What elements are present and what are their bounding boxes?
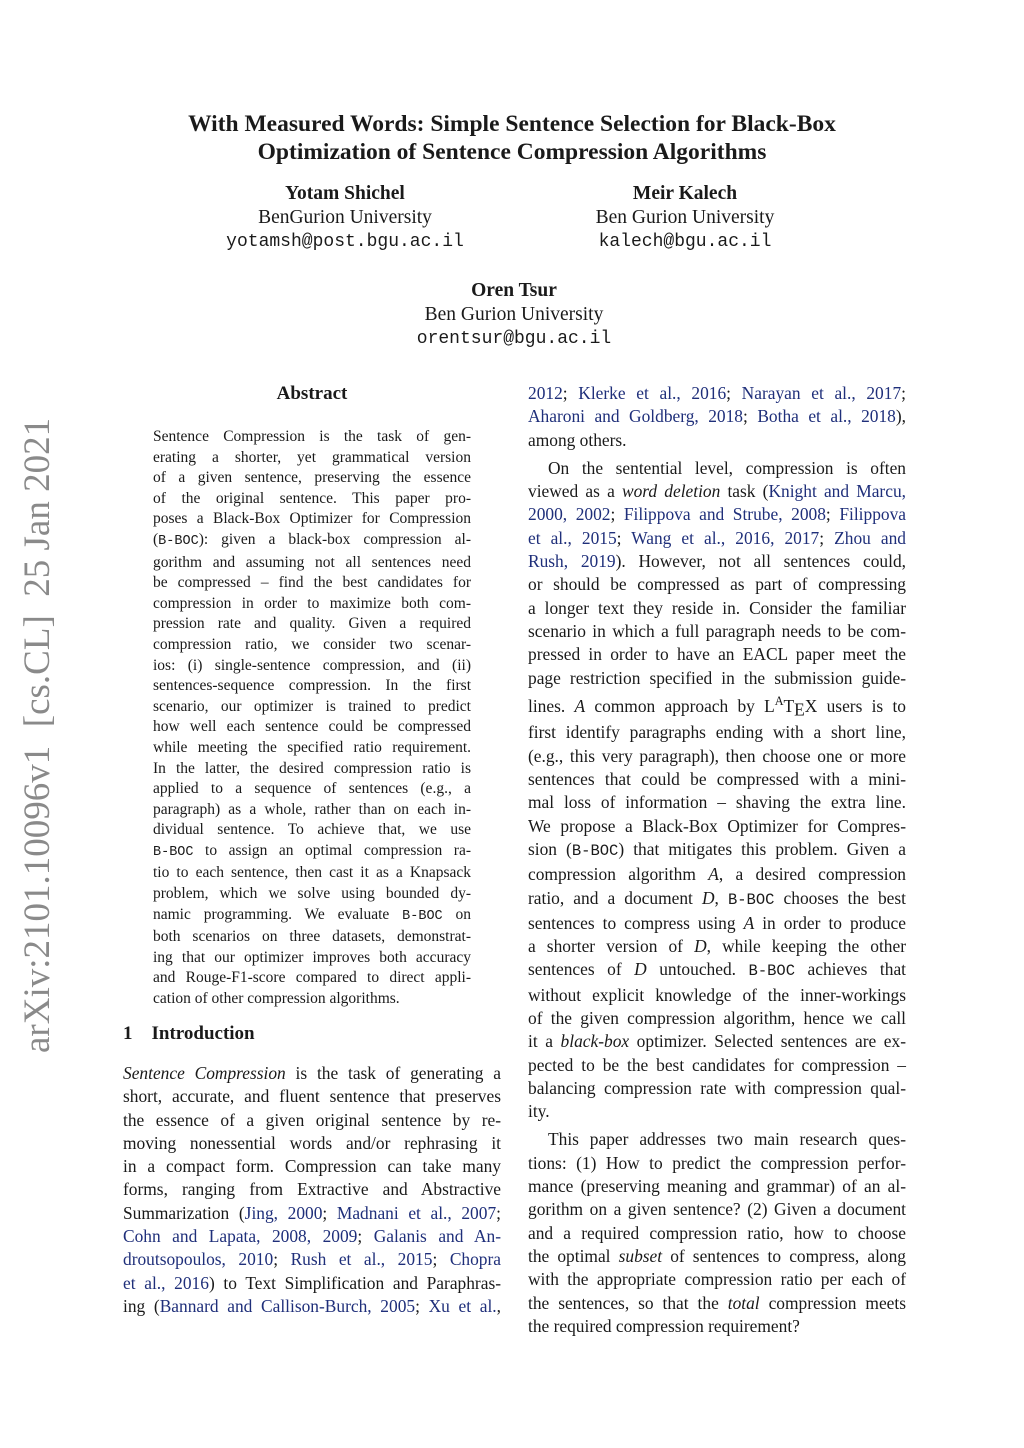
text-line: balancing compression rate with compression qual- <box>528 1077 906 1098</box>
text-line: while meeting the specified ratio requirement. <box>153 738 471 756</box>
text-line: In the latter, the desired compression ratio is <box>153 759 471 777</box>
text-line: gorithm and assuming not all sentences need <box>153 553 471 571</box>
text-line: paragraph) as a whole, rather than on each in- <box>153 800 471 818</box>
text-line: how well each sentence could be compressed <box>153 718 471 736</box>
text-line: ios: (i) single-sentence compression, and (ii) <box>153 656 471 674</box>
text-line: ing that our optimizer improves both accuracy <box>153 948 471 966</box>
text-line: pression rate and quality. Given a required <box>153 615 471 633</box>
intro-right-column <box>528 382 906 1338</box>
text-line: problem, which we solve using bounded dy- <box>153 885 471 903</box>
text-line: the sentences, so that the total compression meets <box>528 1292 906 1313</box>
text-line: We propose a Black-Box Optimizer for Compres- <box>528 815 906 836</box>
author-name: Yotam Shichel <box>285 183 405 204</box>
author-affiliation: BenGurion University <box>258 207 432 228</box>
text-line: both scenarios on three datasets, demonstrat- <box>153 928 471 946</box>
paper-title <box>100 110 924 166</box>
text-line: namic programming. We evaluate B-BOC on <box>153 905 472 924</box>
text-line: pected to be the best candidates for compression – <box>528 1054 906 1075</box>
text-line: dividual sentence. To achieve that, we use <box>153 821 471 839</box>
text-line: the required compression requirement? <box>528 1315 800 1336</box>
abstract-body <box>153 427 471 1010</box>
text-line: of the original sentence. This paper pro- <box>153 489 471 507</box>
text-line: et al., 2016) to Text Simplification and Paraphras- <box>123 1272 501 1293</box>
title-line-2: Optimization of Sentence Compression Algorithms <box>257 139 767 165</box>
text-line: moving nonessential words and/or rephrasing it <box>123 1132 501 1153</box>
author-affiliation: Ben Gurion University <box>424 304 604 325</box>
text-line: with the appropriate compression ratio per each of <box>528 1269 906 1290</box>
text-line: forms, ranging from Extractive and Abstractive <box>123 1179 501 1200</box>
text-line: the optimal subset of sentences to compress, along <box>528 1245 906 1266</box>
text-line: ity. <box>528 1101 550 1122</box>
author-email[interactable]: orentsur@bgu.ac.il <box>416 329 612 349</box>
text-line: cation of other compression algorithms. <box>153 990 400 1008</box>
text-line: short, accurate, and fluent sentence that preserves <box>123 1086 501 1107</box>
text-line: Cohn and Lapata, 2008, 2009; Galanis and An- <box>123 1226 502 1247</box>
text-line: sentences to compress using A in order to produce <box>528 912 906 933</box>
text-line: droutsopoulos, 2010; Rush et al., 2015; Chopra <box>123 1249 502 1270</box>
text-line: among others. <box>528 429 627 450</box>
text-line: mance (preserving meaning and grammar) of an al- <box>528 1176 906 1197</box>
author-email[interactable]: yotamsh@post.bgu.ac.il <box>226 232 464 252</box>
text-line: it a black-box optimizer. Selected sentences are ex- <box>528 1031 906 1052</box>
text-line: 2012; Klerke et al., 2016; Narayan et al., 2017; <box>528 383 906 403</box>
text-line: Aharoni and Goldberg, 2018; Botha et al., 2018), <box>528 406 906 427</box>
text-line: a longer text they reside in. Consider the familiar <box>528 597 906 618</box>
text-line: Rush, 2019). However, not all sentences could, <box>528 551 906 572</box>
text-line: or should be compressed as part of compressing <box>528 574 906 595</box>
text-line: and a required compression ratio, how to choose <box>528 1222 906 1243</box>
text-line: Sentence Compression is the task of gen- <box>153 428 471 445</box>
text-line: 2000, 2002; Filippova and Strube, 2008; Filippova <box>528 504 906 525</box>
text-line: mal loss of information – shaving the extra line. <box>528 792 906 813</box>
text-line: page restriction specified in the submission guide- <box>528 667 906 688</box>
text-line: On the sentential level, compression is often <box>548 457 906 478</box>
text-line: (B-BOC): given a black-box compression al- <box>153 530 471 549</box>
text-line: first identify paragraphs ending with a short line, <box>528 722 906 743</box>
text-line: B-BOC to assign an optimal compression ra- <box>153 841 471 860</box>
text-line: ratio, and a document D, B-BOC chooses the best <box>528 887 906 909</box>
section-heading-introduction <box>123 1023 255 1045</box>
author-affiliation: Ben Gurion University <box>595 207 775 228</box>
title-line-1: With Measured Words: Simple Sentence Selection for Black-Box <box>188 111 836 137</box>
text-line: poses a Black-Box Optimizer for Compression <box>153 510 471 528</box>
text-line: applied to a sequence of sentences (e.g., a <box>153 780 471 798</box>
text-line: sentences of D untouched. B-BOC achieves that <box>528 959 906 981</box>
text-line: and Rouge-F1-score compared to direct appli- <box>153 969 471 987</box>
author-name: Oren Tsur <box>471 280 557 301</box>
abstract-heading: Abstract <box>276 383 348 404</box>
arxiv-date: 25 Jan 2021 <box>17 417 58 597</box>
text-line: viewed as a word deletion task (Knight and Marcu, <box>528 481 906 502</box>
text-line: of a given sentence, preserving the essence <box>153 469 471 487</box>
text-line: sentences that could be compressed with a mini- <box>528 769 906 790</box>
text-line: without explicit knowledge of the inner-workings <box>528 984 906 1005</box>
text-line: This paper addresses two main research ques- <box>548 1129 906 1150</box>
text-line: sion (B-BOC) that mitigates this problem. Given a <box>528 838 906 860</box>
text-line: pressed in order to have an EACL paper meet the <box>528 644 906 665</box>
section-title: Introduction <box>151 1023 255 1044</box>
text-line: erating a shorter, yet grammatical version <box>153 448 471 466</box>
intro-paragraph-2 <box>528 457 906 1124</box>
author-name: Meir Kalech <box>632 183 738 204</box>
text-line: compression in order to maximize both com- <box>153 594 471 612</box>
text-line: of the given compression algorithm, hence we call <box>528 1007 906 1028</box>
text-line: ing (Bannard and Callison-Burch, 2005; Xu et al., <box>123 1295 501 1316</box>
arxiv-stamp <box>13 417 63 1053</box>
text-line: compression ratio, we consider two scenar- <box>153 635 471 653</box>
text-line: a shorter version of D, while keeping the other <box>528 936 906 957</box>
text-line: lines. A common approach by $L^AT_EX$ users is to <box>528 693 906 720</box>
intro-left-column <box>123 1062 501 1318</box>
text-line: (e.g., this very paragraph), then choose one or more <box>528 745 906 766</box>
text-line: et al., 2015; Wang et al., 2016, 2017; Zhou and <box>528 527 906 548</box>
author-block-3 <box>364 279 664 351</box>
text-line: scenario in which a full paragraph needs to be com- <box>528 620 906 641</box>
arxiv-id: arXiv:2101.10096v1 <box>17 745 58 1053</box>
author-block-1 <box>195 182 495 254</box>
intro-paragraph-continued <box>528 382 906 452</box>
author-email[interactable]: kalech@bgu.ac.il <box>598 232 772 252</box>
intro-paragraph-3 <box>528 1128 906 1338</box>
section-number: 1 <box>123 1023 133 1044</box>
arxiv-category: [cs.CL] <box>17 615 58 728</box>
text-line: sentences-sequence compression. In the first <box>153 677 471 695</box>
text-line: gorithm on a given sentence? (2) Given a document <box>528 1199 906 1220</box>
text-line: in a compact form. Compression can take many <box>123 1156 501 1177</box>
author-block-2 <box>535 182 835 254</box>
text-line: scenario, our optimizer is trained to predict <box>153 697 471 715</box>
text-line: tions: (1) How to predict the compression perfor- <box>528 1152 906 1173</box>
text-line: tio to each sentence, then cast it as a Knapsack <box>153 864 471 882</box>
text-line: Summarization (Jing, 2000; Madnani et al., 2007; <box>123 1202 501 1223</box>
text-line: compression algorithm A, a desired compression <box>528 864 906 885</box>
text-line: Sentence Compression is the task of generating a <box>123 1063 501 1083</box>
text-line: be compressed – find the best candidates for <box>153 574 471 592</box>
text-line: the essence of a given original sentence by re- <box>123 1109 501 1130</box>
